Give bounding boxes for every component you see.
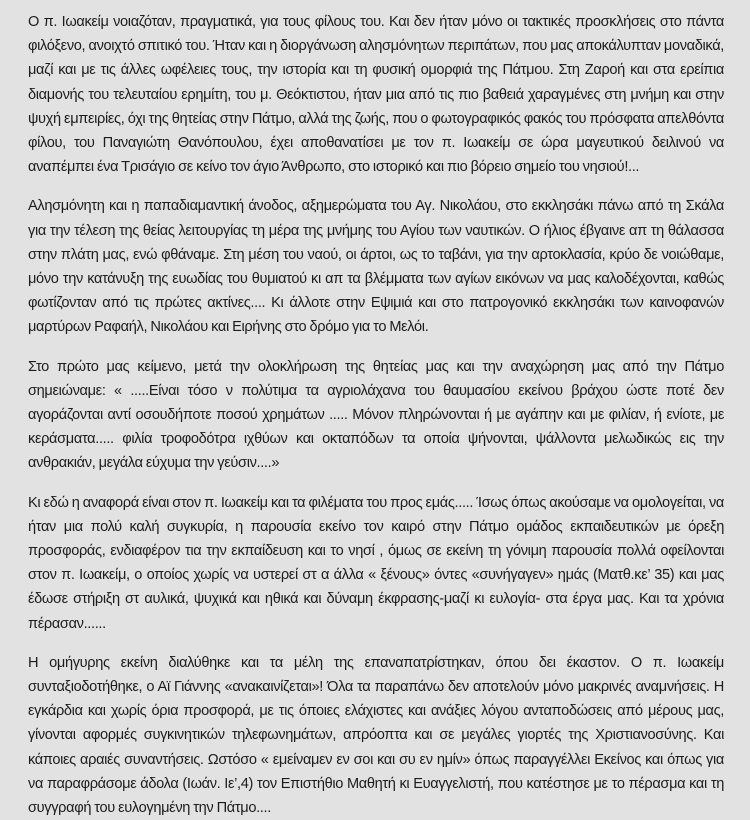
paragraph-3: Στο πρώτο μας κείμενο, μετά την ολοκλήρωση της θητείας μας και την αναχώρηση μας από την Πάτμο σημειώναμε: « .....Είναι τόσο ν πολύτιμα τα αγριολάχανα του θαυμασίου εκείνου βράχου ώστε ποτέ δεν αγοράζονται αντί οσουδήποτε ποσού χρημάτων ..... Μόνον πληρώνονται ή με αγάπην και με φιλίαν, ή ενίοτε, με κεράσματα..... φιλία τροφοδότρα ιχθύων και οκταπόδων τα οποία ψήνονται, ψάλλοντα μελωδικώς εις την ανθρακιάν, μεγάλα εύχυμα την γεύσιν....»	[28, 358, 724, 472]
paragraph-5: Η ομήγυρης εκείνη διαλύθηκε και τα μέλη της επαναπατρίστηκαν, όπου δει έκαστον. Ο π. Ιωακείμ συνταξιοδοτήθηκε, ο Αϊ Γιάννης «ανακαινίζεται»! Όλα τα παραπάνω δεν αποτελούν μόνο μακρινές αναμνήσεις. Η εγκάρδια και χωρίς όρια προσφορά, με τις όποιες ελάχιστες και ανάξιες λόγου ανταποδώσεις από μέρους μας, γίνονται αφορμές συγκινητικών τηλεφωνημάτων, απρόοπτα και σε μεγάλες γιορτές της Χριστιανοσύνης. Και κάποιες αραιές συναντήσεις. Ωστόσο « εμείναμεν εν σοι και συ εν ημίν» όπως παραγγέλλει Εκείνος και όπως για να παραφράσομε άδολα (Ιωάν. Ιε’,4) τον Επιστήθιο Μαθητή κι Ευαγγελιστή, που κατέστησε με το πέρασμα και τη συγγραφή του ευλογημένη την Πάτμο....	[28, 654, 724, 817]
paragraph-1: Ο π. Ιωακείμ νοιαζόταν, πραγματικά, για τους φίλους του. Και δεν ήταν μόνο οι τακτικές προσκλήσεις στο πάντα φιλόξενο, ανοιχτό σπιτικό του. Ήταν και η διοργάνωση αλησμόνητων περιπάτων, που μας αποκάλυπταν μοναδικά, μαζί και με τις άλλες ωφέλειες τους, την ιστορία και τη φυσική ομορφιά της Πάτμου. Στη Ζαροή και στα ερείπια διαμονής του τελευταίου ερημίτη, του μ. Θεόκτιστου, ήταν μια από τις πιο βαθειά χαραγμένες στη μνήμη και στην ψυχή εμπειρίες, όχι της θητείας στην Πάτμο, αλλά της ζωής, που ο φωτογραφικός φακός του πρόσφατα απελθόντα φίλου, του Παναγιώτη Θανόπουλου, έχει αποθανατίσει με τον π. Ιωακείμ σε ώρα μαγευτικού δειλινού να αναπέμπει ένα Τρισάγιο σε κείνο τον άγιο Άνθρωπο, στο ιστορικό και πιο βόρειο σημείο του νησιού!...	[28, 14, 724, 176]
paragraph-4: Κι εδώ η αναφορά είναι στον π. Ιωακείμ και τα φιλέματα του προς εμάς..... Ίσως όπως ακούσαμε να ομολογείται, να ήταν μια πολύ καλή συγκυρία, η παρουσία εκείνο τον καιρό στην Πάτμο ομάδος εκπαιδευτικών με όρεξη προσφοράς, ενδιαφέρον τια την εκπαίδευση και το νησί , όμως σε εκείνη τη γόνιμη παρουσία πολλά οφείλονται στον π. Ιωακείμ, ο οποίος χωρίς να υστερεί στ α άλλα « ξένους» όντες «συνήγαγεν» ημάς (Ματθ.κε’ 35) και μας έδωσε στήριξη στ αυλικά, ψυχικά και ηθικά και δύναμη έκφρασης-μαζί κι ευλογία- στα έργα μας. Και τα χρόνια πέρασαν......	[28, 494, 724, 632]
paragraph-2: Αλησμόνητη και η παπαδιαμαντική άνοδος, αξημερώματα του Αγ. Νικολάου, στο εκκλησάκι πάνω από τη Σκάλα για την τέλεση της θείας λειτουργίας τη μέρα της μνήμης του Αγίου των ναυτικών. Ο ήλιος έβγαινε απ τη θάλασσα στην πλάτη μας, ενώ φθάναμε. Στη μέση του ναού, οι άρτοι, ως το ταβάνι, για την αρτοκλασία, κρύο δε νοιώθαμε, μόνο την κατάνυξη της ευωδίας του θυμιατού κι απ τα βλέμματα των αγίων εικόνων να μας καλοδέχονται, καθώς φωτίζονταν από τις πρώτες ακτίνες.... Κι άλλοτε στην Εψιμιά και στο πατρογονικό εκκλησάκι των καινοφανών μαρτύρων Ραφαήλ, Νικολάου και Ειρήνης στο δρόμο για το Μελόι.	[28, 198, 724, 336]
